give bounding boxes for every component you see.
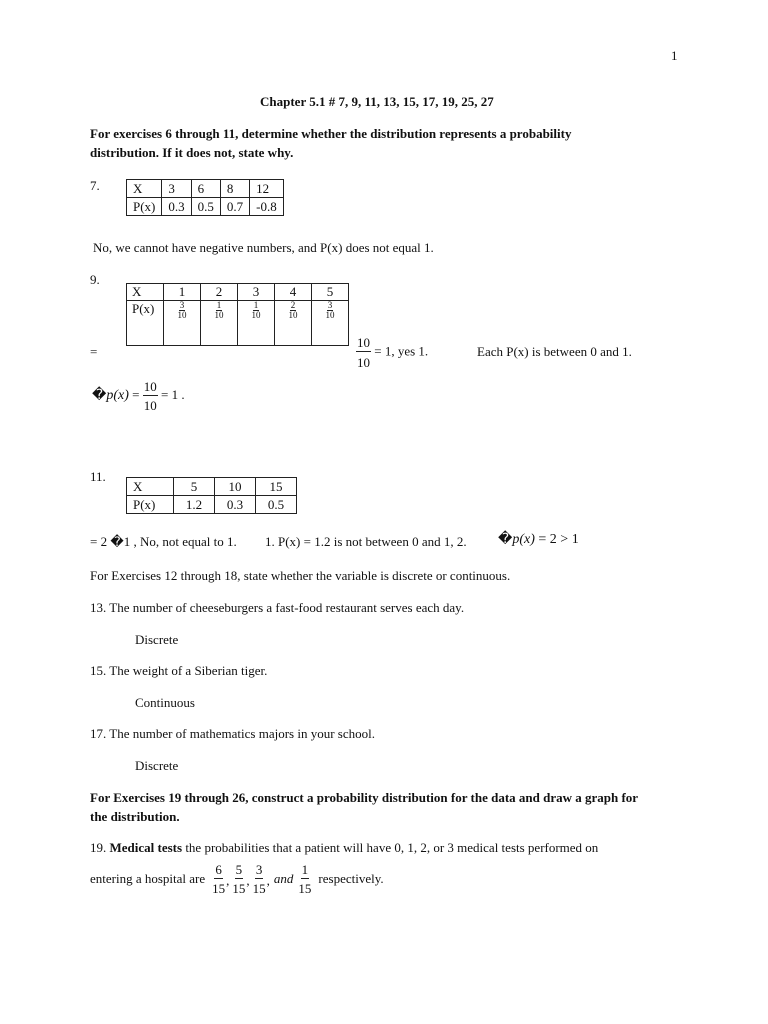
- answer-rest: 1 , No, not equal to 1.: [123, 534, 237, 549]
- fraction-denominator: 15: [252, 881, 266, 896]
- fraction-numerator: 10: [143, 379, 157, 394]
- sigma-icon: �: [92, 387, 107, 403]
- fraction-denominator: 10: [325, 310, 335, 320]
- table-cell: X: [127, 180, 162, 198]
- instruction-2: For Exercises 12 through 18, state whether the variable is discrete or continuous.: [90, 568, 511, 583]
- fraction-denominator: 10: [177, 310, 187, 320]
- sigma-icon: �: [498, 532, 513, 547]
- table-row: [127, 198, 284, 216]
- table-cell: 3: [238, 284, 275, 301]
- exercise-11-label: 11.: [90, 469, 106, 484]
- table-cell: 15: [256, 478, 297, 496]
- fraction: [297, 863, 312, 895]
- table-cell: [312, 301, 349, 346]
- table-cell: 2: [201, 284, 238, 301]
- separator: ,: [246, 873, 250, 888]
- exercise-9-sigma-line: [92, 380, 185, 412]
- fraction-numerator: 2: [290, 300, 296, 310]
- fraction-denominator: 10: [288, 310, 298, 320]
- exercise-13-question: 13. The number of cheeseburgers a fast-food restaurant serves each day.: [90, 600, 465, 615]
- exercise-11-table: [126, 477, 297, 514]
- table-cell: 0.3: [215, 496, 256, 514]
- exercise-7-table: [126, 179, 284, 216]
- table-cell: 1: [164, 284, 201, 301]
- fraction-denominator: 10: [251, 310, 261, 320]
- exercise-9-equals: =: [90, 344, 98, 359]
- sigma-equals: =: [132, 386, 140, 402]
- exercise-11-sigma: [498, 531, 579, 548]
- table-cell: 10: [215, 478, 256, 496]
- instruction-3-line-1: For Exercises 19 through 26, construct a probability distribution for the data and draw a graph for: [90, 790, 639, 805]
- page-number: 1: [671, 48, 678, 63]
- sigma-expression: p(x): [512, 532, 535, 547]
- table-cell: P(x): [127, 496, 174, 514]
- table-row: [127, 496, 297, 514]
- exercise-9-label: 9.: [90, 272, 100, 287]
- table-cell: [275, 301, 312, 346]
- exercise-19-line-1: [90, 840, 598, 856]
- exercise-7-answer: No, we cannot have negative numbers, and P(x) does not equal 1.: [93, 240, 434, 255]
- table-cell: P(x): [127, 198, 162, 216]
- fraction: [211, 863, 226, 895]
- exercise-9-sum: [356, 336, 428, 369]
- fraction: [231, 863, 246, 895]
- table-cell: 0.3: [162, 198, 191, 216]
- exercise-19-text-3: respectively.: [318, 871, 384, 886]
- answer-pre: = 2: [90, 534, 111, 549]
- table-row: [127, 180, 284, 198]
- exercise-17-question: 17. The number of mathematics majors in your school.: [90, 726, 375, 741]
- table-cell: X: [127, 478, 174, 496]
- fraction: [356, 336, 371, 369]
- table-row: [127, 478, 297, 496]
- table-cell: 4: [275, 284, 312, 301]
- exercise-19-term: Medical tests: [109, 840, 183, 855]
- table-row: [127, 284, 349, 301]
- fraction-numerator: 1: [253, 300, 259, 310]
- fraction: [252, 863, 267, 895]
- table-cell: [238, 301, 275, 346]
- table-cell: 0.7: [220, 198, 249, 216]
- sigma-rest: = 2 > 1: [534, 532, 579, 547]
- exercise-9-between: Each P(x) is between 0 and 1.: [477, 344, 632, 359]
- fraction-numerator: 3: [327, 300, 333, 310]
- table-cell: -0.8: [250, 198, 284, 216]
- exercise-15-question: 15. The weight of a Siberian tiger.: [90, 663, 268, 678]
- fraction-numerator: 3: [179, 300, 185, 310]
- fraction-numerator: 10: [357, 335, 370, 350]
- fraction-denominator: 10: [143, 398, 157, 413]
- table-cell: [201, 301, 238, 346]
- table-cell: X: [127, 284, 164, 301]
- page-title: Chapter 5.1 # 7, 9, 11, 13, 15, 17, 19, 25, 27: [260, 94, 494, 109]
- fraction: [288, 301, 299, 320]
- fraction-denominator: 15: [298, 881, 312, 896]
- table-cell: 1.2: [174, 496, 215, 514]
- table-cell: 5: [174, 478, 215, 496]
- fraction: [214, 301, 225, 320]
- table-cell: 0.5: [256, 496, 297, 514]
- exercise-7-label: 7.: [90, 178, 100, 193]
- table-cell: 5: [312, 284, 349, 301]
- instruction-1-line-2: distribution. If it does not, state why.: [90, 145, 294, 160]
- missing-glyph-icon: �: [110, 534, 124, 549]
- exercise-19-line-2: [90, 863, 384, 895]
- fraction-numerator: 1: [301, 862, 309, 877]
- exercise-9-table: [126, 283, 349, 346]
- fraction-numerator: 5: [235, 862, 243, 877]
- instruction-1-line-1: For exercises 6 through 11, determine whether the distribution represents a probability: [90, 126, 572, 141]
- table-cell: [164, 301, 201, 346]
- sum-text: = 1, yes 1.: [374, 343, 429, 359]
- fraction-numerator: 3: [255, 862, 263, 877]
- fraction-denominator: 10: [214, 310, 224, 320]
- exercise-17-answer: Discrete: [135, 758, 179, 773]
- sigma-result: = 1 .: [161, 386, 185, 402]
- table-row: [127, 301, 349, 346]
- fraction-denominator: 10: [357, 355, 370, 370]
- fraction-denominator: 15: [232, 881, 246, 896]
- table-cell: 3: [162, 180, 191, 198]
- fraction-numerator: 1: [216, 300, 222, 310]
- table-cell: 0.5: [191, 198, 220, 216]
- fraction: [325, 301, 336, 320]
- table-cell: 12: [250, 180, 284, 198]
- fraction: [177, 301, 188, 320]
- fraction: [251, 301, 262, 320]
- table-cell: 8: [220, 180, 249, 198]
- exercise-11-answer-part-2: 1. P(x) = 1.2 is not between 0 and 1, 2.: [265, 534, 467, 549]
- sigma-expression: p(x): [106, 387, 129, 403]
- and-word: and: [273, 871, 294, 886]
- fraction: [143, 380, 158, 412]
- exercise-11-answer: [90, 534, 237, 550]
- separator: ,: [266, 873, 270, 888]
- fraction-numerator: 6: [215, 862, 222, 877]
- instruction-3-line-2: the distribution.: [90, 809, 180, 824]
- table-cell: P(x): [127, 301, 164, 346]
- separator: ,: [226, 873, 230, 888]
- fraction-denominator: 15: [212, 881, 226, 896]
- exercise-19-text-2: entering a hospital are: [90, 871, 206, 886]
- exercise-15-answer: Continuous: [135, 695, 195, 710]
- exercise-13-answer: Discrete: [135, 632, 179, 647]
- exercise-19-number: 19.: [90, 840, 107, 855]
- table-cell: 6: [191, 180, 220, 198]
- exercise-19-text: the probabilities that a patient will have 0, 1, 2, or 3 medical tests performed on: [182, 840, 599, 855]
